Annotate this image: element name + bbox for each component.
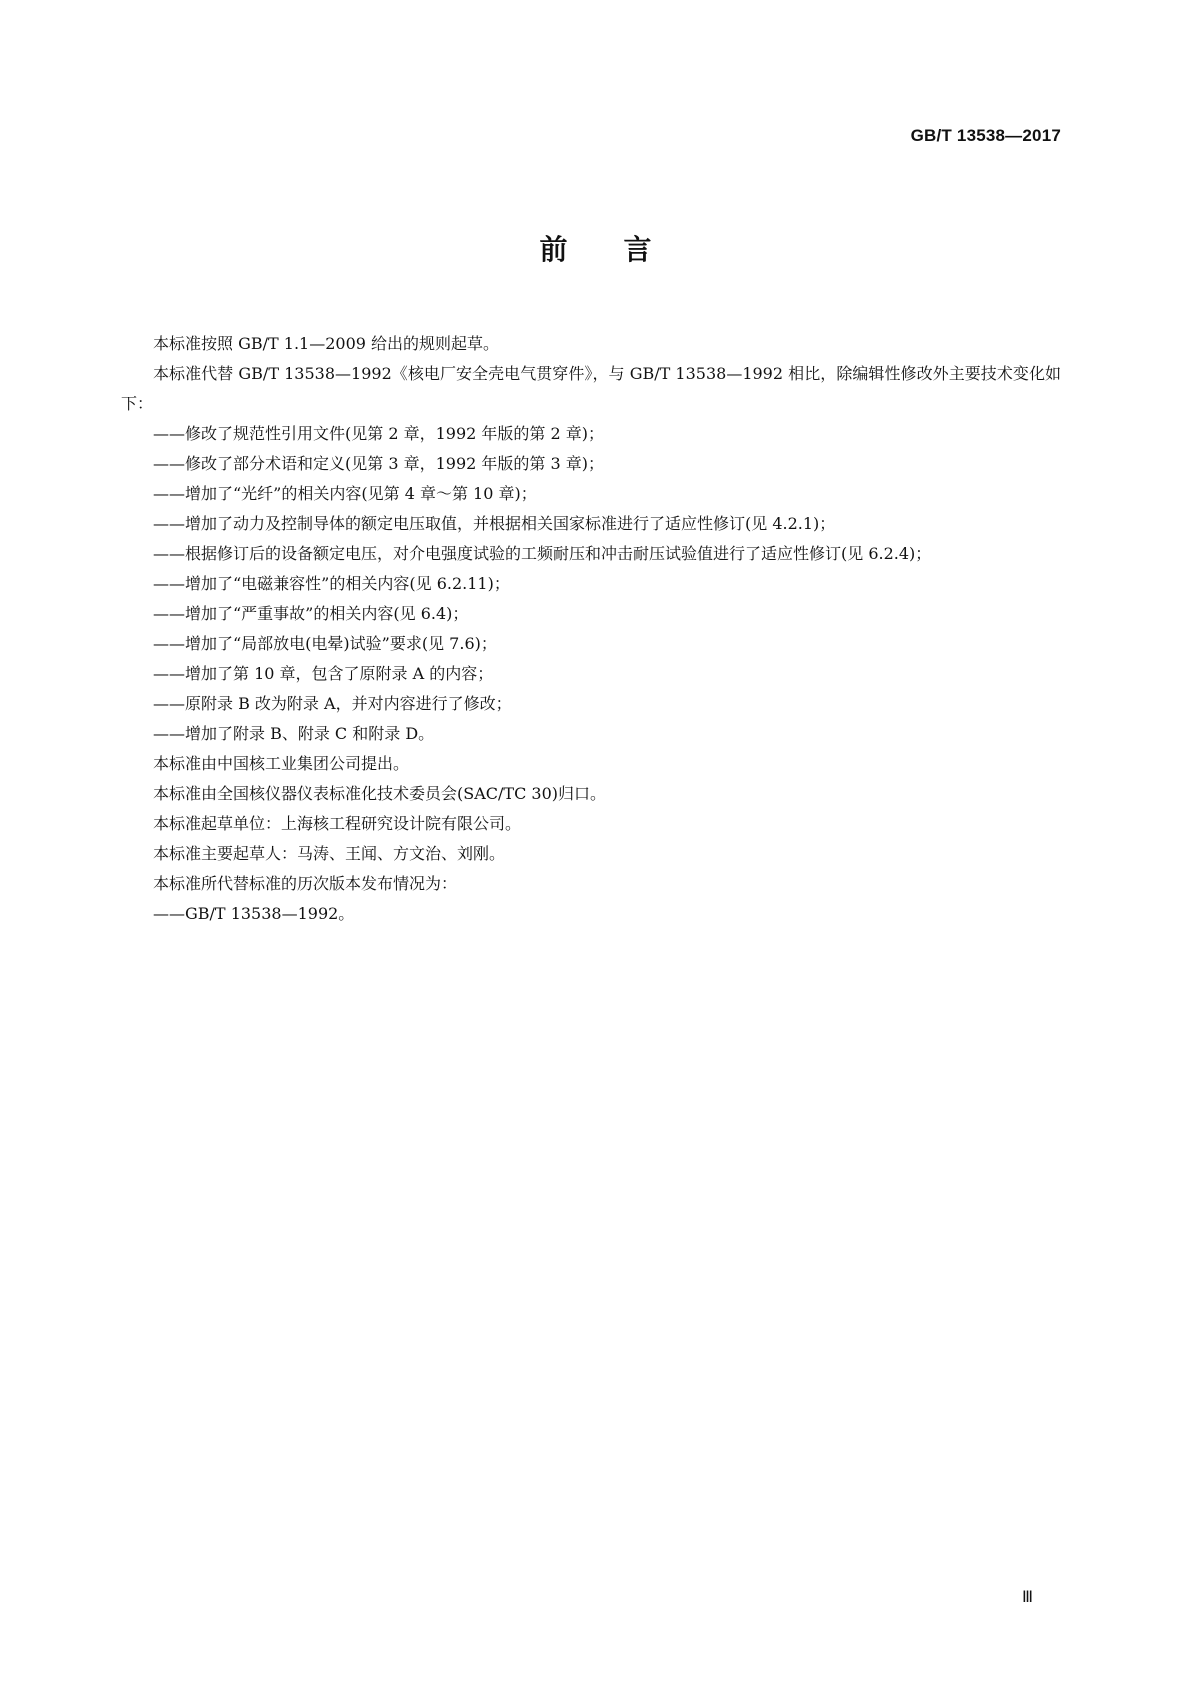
change-item: ——修改了部分术语和定义(见第 3 章，1992 年版的第 3 章)； (153, 454, 604, 473)
change-item: ——增加了动力及控制导体的额定电压取值，并根据相关国家标准进行了适应性修订(见 4.2.1)； (153, 514, 836, 533)
page-title: 前言 (539, 233, 708, 266)
standard-code: GB/T 13538—2017 (910, 126, 1061, 145)
outro-paragraph: 本标准由全国核仪器仪表标准化技术委员会(SAC/TC 30)归口。 (153, 784, 606, 803)
page-number: Ⅲ (1021, 1589, 1033, 1606)
document-body (121, 329, 1061, 929)
outro-paragraph: 本标准起草单位：上海核工程研究设计院有限公司。 (153, 814, 522, 833)
change-item: ——增加了附录 B、附录 C 和附录 D。 (153, 724, 435, 743)
change-item: ——增加了“电磁兼容性”的相关内容(见 6.2.11)； (153, 574, 510, 593)
outro-paragraph: 本标准所代替标准的历次版本发布情况为： (153, 874, 458, 893)
change-item: ——修改了规范性引用文件(见第 2 章，1992 年版的第 2 章)； (153, 424, 604, 443)
change-item: ——增加了第 10 章，包含了原附录 A 的内容； (153, 664, 494, 683)
outro-paragraph: 本标准主要起草人：马涛、王闻、方文治、刘刚。 (153, 844, 506, 863)
outro-paragraph: 本标准由中国核工业集团公司提出。 (153, 754, 410, 773)
history-item: ——GB/T 13538—1992。 (153, 904, 355, 923)
change-item: ——增加了“光纤”的相关内容(见第 4 章～第 10 章)； (153, 484, 537, 503)
change-item: ——增加了“局部放电(电晕)试验”要求(见 7.6)； (153, 634, 497, 653)
change-item: ——增加了“严重事故”的相关内容(见 6.4)； (153, 604, 469, 623)
intro-paragraph: 本标准代替 GB/T 13538—1992《核电厂安全壳电气贯穿件》，与 GB/T 13538—1992 相比，除编辑性修改外主要技术变化如下： (121, 364, 1061, 413)
intro-paragraph: 本标准按照 GB/T 1.1—2009 给出的规则起草。 (153, 334, 500, 353)
change-item: ——根据修订后的设备额定电压，对介电强度试验的工频耐压和冲击耐压试验值进行了适应性修订(见 6.2.4)； (153, 544, 932, 563)
change-item: ——原附录 B 改为附录 A，并对内容进行了修改； (153, 694, 512, 713)
